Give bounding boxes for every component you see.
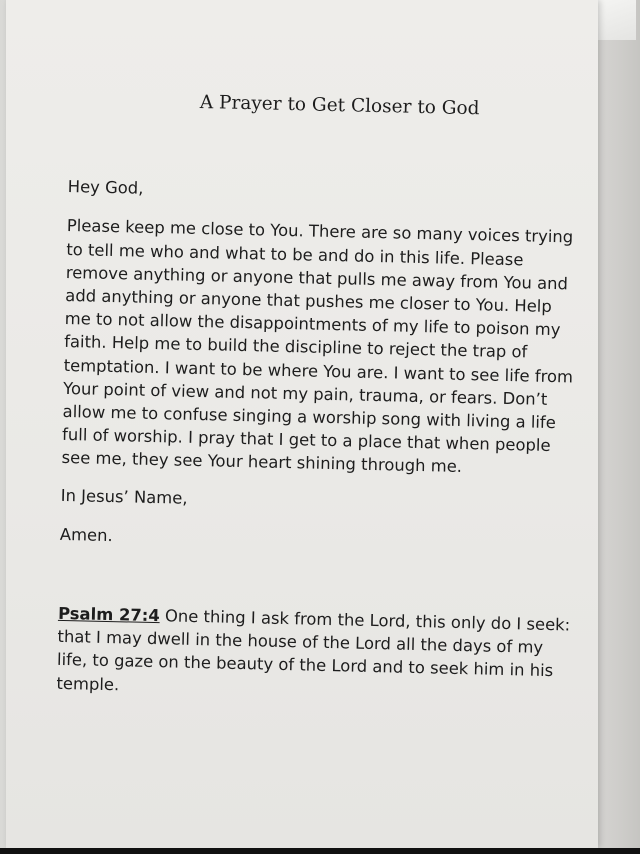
verse-text: One thing I ask from the Lord, this only do I seek: that I may dwell in the house of the Lord all the days of my life, to gaze on the beauty of the Lord and to seek him in his temple. (56, 606, 571, 694)
scripture-verse (56, 602, 578, 707)
prayer-title: A Prayer to Get Closer to God (199, 91, 480, 120)
prayer-body: Please keep me close to You. There are so many voices trying to tell me who and what to be and do in this life. Please remove anything or anyone that pulls me away from You and add anything or anyone that pushes me closer to You. Help me to not allow the disappointments of my life to poison my faith. Help me to build the discipline to reject the trap of temptation. I want to be where You are. I want to see life from Your point of view and not my pain, trauma, or fears. Don’t allow me to confuse singing a worship song with living a life full of worship. I pray that I get to a place that when people see me, they see Your heart shining through me. (61, 216, 574, 477)
amen-line: Amen. (59, 524, 113, 545)
book-page-edge (594, 0, 640, 848)
greeting: Hey God, (67, 177, 144, 198)
photo-bottom-edge (0, 848, 640, 854)
page-content (56, 88, 590, 707)
verse-reference: Psalm 27:4 (57, 603, 160, 626)
closing-line: In Jesus’ Name, (60, 485, 188, 508)
